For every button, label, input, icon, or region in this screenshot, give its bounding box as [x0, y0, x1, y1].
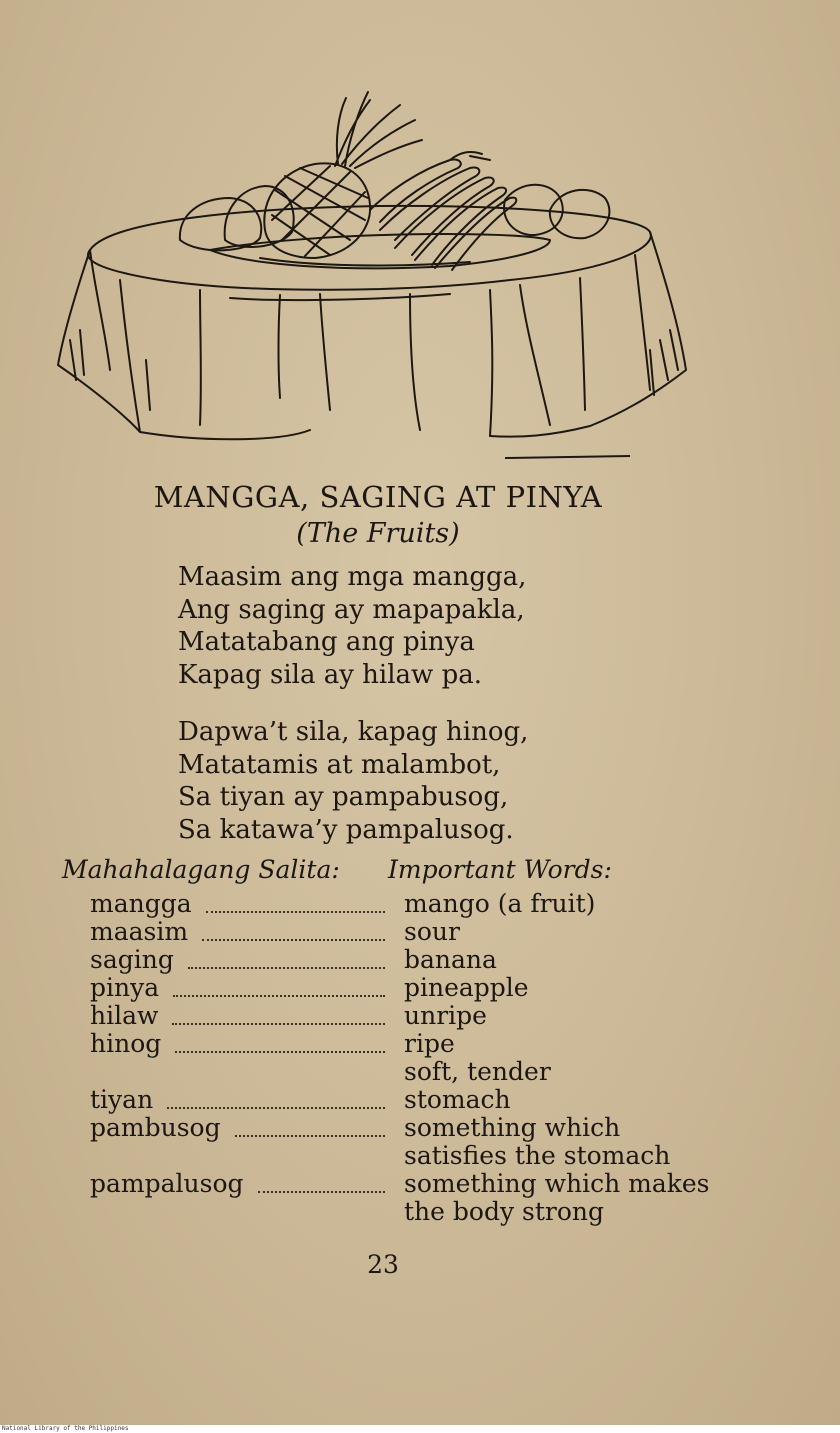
vocab-meaning: pineapple	[404, 973, 529, 1002]
stanza-1	[178, 561, 526, 691]
vocab-word: pambusog	[90, 1113, 221, 1142]
vocab-row	[0, 1086, 840, 1114]
vocab-heading-english: Important Words:	[388, 855, 612, 884]
vocab-meaning: stomach	[404, 1085, 511, 1114]
dot-leader	[202, 939, 385, 941]
poem-subtitle: (The Fruits)	[296, 518, 460, 549]
dot-leader	[206, 911, 385, 913]
vocab-meaning: something which makes	[404, 1169, 710, 1198]
vocab-meaning: mango (a fruit)	[404, 889, 596, 918]
vocab-meaning: banana	[404, 945, 497, 974]
dot-leader	[235, 1135, 385, 1137]
vocab-row	[0, 1198, 840, 1226]
dot-leader	[173, 995, 385, 997]
dot-leader	[188, 967, 385, 969]
dot-leader	[258, 1191, 385, 1193]
vocab-meaning: the body strong	[404, 1197, 604, 1226]
vocab-row	[0, 890, 840, 918]
verse-line: Matatamis at malambot,	[178, 749, 501, 780]
verse-line: Sa tiyan ay pampabusog,	[178, 782, 509, 812]
fruit-table-illustration	[50, 80, 710, 470]
vocab-meaning: something which	[404, 1113, 621, 1142]
vocab-row	[0, 1002, 840, 1030]
vocab-word: hinog	[90, 1029, 162, 1058]
vocab-row	[0, 974, 840, 1002]
dot-leader	[172, 1023, 385, 1025]
vocab-row	[0, 1170, 840, 1198]
vocab-meaning: satisfies the stomach	[404, 1141, 671, 1170]
vocab-word: mangga	[90, 889, 192, 918]
vocab-word: pinya	[90, 973, 160, 1002]
verse-line: Ang saging ay mapapakla,	[178, 594, 525, 625]
vocab-word: saging	[90, 945, 174, 974]
vocab-row	[0, 1030, 840, 1058]
stanza-2	[178, 716, 528, 846]
vocab-word: maasim	[90, 917, 189, 946]
vocab-row	[0, 1114, 840, 1142]
vocab-meaning: sour	[404, 917, 460, 946]
vocab-meaning: ripe	[404, 1029, 455, 1058]
verse-line: Kapag sila ay hilaw pa.	[178, 659, 482, 690]
vocab-meaning: soft, tender	[404, 1057, 551, 1086]
dot-leader	[167, 1107, 385, 1109]
verse-line: Matatabang ang pinya	[178, 627, 475, 657]
vocab-meaning: unripe	[404, 1001, 487, 1030]
vocab-word: tiyan	[90, 1085, 154, 1114]
vocab-heading-tagalog: Mahahalagang Salita:	[62, 855, 340, 884]
vocab-row	[0, 946, 840, 974]
vocabulary-list	[0, 890, 840, 1226]
verse-line: Dapwa’t sila, kapag hinog,	[178, 717, 529, 747]
poem-title: MANGGA, SAGING AT PINYA	[153, 480, 603, 514]
vocab-row	[0, 918, 840, 946]
dot-leader	[175, 1051, 385, 1053]
vocab-row	[0, 1058, 840, 1086]
library-footer: National Library of the Philippines	[0, 1425, 840, 1433]
page-number: 23	[367, 1250, 399, 1279]
verse-line: Maasim ang mga mangga,	[178, 562, 527, 592]
vocab-row	[0, 1142, 840, 1170]
vocab-word: pampalusog	[90, 1169, 244, 1198]
vocab-word: hilaw	[90, 1001, 159, 1030]
verse-line: Sa katawa’y pampalusog.	[178, 814, 514, 845]
